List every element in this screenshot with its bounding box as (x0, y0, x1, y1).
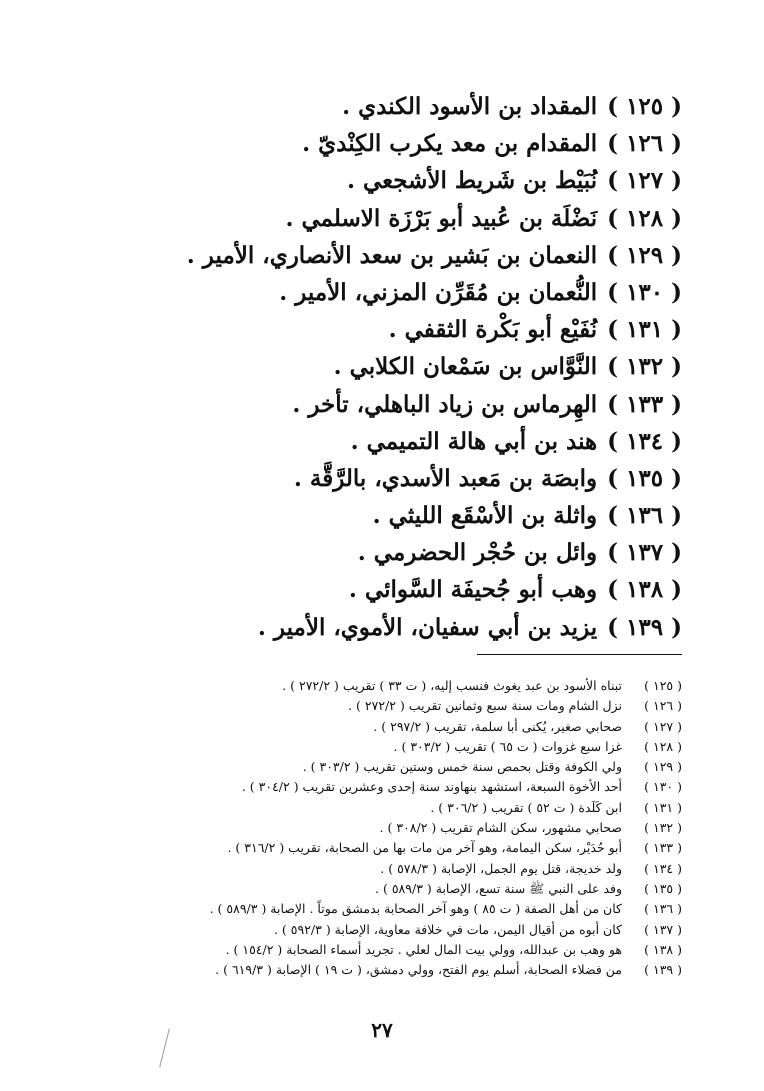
footnote-text: كان من أهل الصفة ( ت ٨٥ ) وهو آخر الصحابة بدمشق موتاً . الإصابة ( ٥٨٩/٣ ) . (209, 901, 622, 917)
footnote (82, 920, 682, 940)
footnote-number: ( ١٣٦ ) (644, 901, 682, 917)
footnote-number: ( ١٣٤ ) (644, 860, 682, 876)
footnote-number: ( ١٣٥ ) (644, 880, 682, 896)
footnote-text: أحد الأخوة السبعة، استشهد بنهاوند سنة إحدى وعشرين تقريب ( ٣٠٤/٢ ) . (241, 779, 622, 795)
footnote-number: ( ١٣٢ ) (644, 820, 682, 836)
footnote (82, 777, 682, 797)
footnote-text: كان أبوه من أقيال اليمن، مات في خلافة معاوية، الإصابة ( ٥٩٢/٣ ) . (273, 921, 622, 937)
list-item (82, 274, 682, 311)
footnotes-list (82, 676, 682, 980)
entry-number: ( ١٣٢ ) (607, 353, 682, 381)
footnote (82, 798, 682, 818)
entry-text: يزيد بن أبي سفيان، الأموي، الأمير . (257, 613, 598, 641)
entry-text: المقداد بن الأسود الكندي . (342, 93, 598, 120)
footnote-text: هو وهب بن عبدالله، وولي بيت المال لعلي . تجريد أسماء الصحابة ( ١٥٤/٢ ) . (225, 941, 622, 957)
entry-number: ( ١٣٠ ) (607, 278, 682, 306)
entry-text: نُفَيْع أبو بَكْرة الثقفي . (388, 316, 598, 344)
footnote-text: صحابي صغير، يُكنى أبا سلمة، تقريب ( ٢٩٧/٢ ) . (373, 718, 622, 734)
entry-number: ( ١٣٩ ) (607, 613, 682, 641)
list-item (82, 386, 682, 423)
footnote-divider (477, 654, 682, 655)
list-item (82, 423, 682, 460)
entry-number: ( ١٢٦ ) (607, 130, 682, 158)
footnote-text: وفد على النبي ﷺ سنة تسع، الإصابة ( ٥٨٩/٣ ) . (375, 880, 622, 896)
footnote (82, 696, 682, 716)
footnote-text: غزا سبع غزوات ( ت ٦٥ ) تقريب ( ٣٠٣/٢ ) . (393, 738, 622, 754)
footnote (82, 818, 682, 838)
footnote (82, 879, 682, 899)
companions-list (82, 88, 682, 646)
footnote-text: تبناه الأسود بن عبد يغوث فنسب إليه، ( ت ٣٣ ) تقريب ( ٢٧٢/٢ ) . (282, 678, 622, 693)
list-item (82, 88, 682, 125)
footnote (82, 960, 682, 980)
footnote-text: صحابي مشهور، سكن الشام تقريب ( ٣٠٨/٢ ) . (379, 820, 622, 836)
entry-text: النُّعمان بن مُقَرِّن المزني، الأمير . (279, 278, 598, 306)
entry-text: النَّوَّاس بن سَمْعان الكلابي . (333, 353, 598, 381)
entry-number: ( ١٣٣ ) (607, 390, 682, 418)
entry-text: نُبَيْط بن شَريط الأشجعي . (347, 167, 598, 195)
footnote (82, 717, 682, 737)
margin-mark (159, 1028, 170, 1067)
footnote-number: ( ١٢٥ ) (644, 678, 682, 693)
footnote (82, 737, 682, 757)
entry-number: ( ١٣٨ ) (607, 576, 682, 604)
footnote (82, 899, 682, 919)
entry-number: ( ١٣٧ ) (607, 539, 682, 567)
entry-text: واثلة بن الأسْقَع الليثي . (372, 502, 598, 530)
footnote-number: ( ١٣١ ) (644, 799, 682, 815)
entry-text: وابصَة بن مَعبد الأسدي، بالرَّقَّة . (293, 464, 598, 492)
entry-number: ( ١٢٥ ) (607, 93, 682, 120)
list-item (82, 125, 682, 162)
footnote-number: ( ١٢٩ ) (644, 759, 682, 775)
list-item (82, 348, 682, 385)
entry-number: ( ١٢٩ ) (607, 241, 682, 269)
page-number: ٢٧ (371, 1018, 393, 1042)
entry-number: ( ١٣٦ ) (607, 502, 682, 530)
footnote-number: ( ١٣٨ ) (644, 941, 682, 957)
footnote (82, 940, 682, 960)
footnote-text: أبو حُدَيْر، سكن اليمامة، وهو آخر من مات بها من الصحابة، تقريب ( ٣١٦/٢ ) . (227, 840, 622, 856)
footnote-number: ( ١٢٦ ) (644, 698, 682, 714)
list-item (82, 460, 682, 497)
entry-text: الهِرماس بن زياد الباهلي، تأخر . (292, 390, 598, 418)
entry-text: وائل بن حُجْر الحضرمي . (357, 539, 598, 567)
list-item (82, 534, 682, 571)
footnote-text: من فضلاء الصحابة، أسلم يوم الفتح، وولي دمشق، ( ت ١٩ ) الإصابة ( ٦١٩/٣ ) . (215, 962, 622, 978)
entry-number: ( ١٣١ ) (607, 316, 682, 344)
entry-number: ( ١٣٥ ) (607, 464, 682, 492)
entry-text: هند بن أبي هالة التميمي . (350, 427, 598, 455)
list-item (82, 571, 682, 608)
footnote-number: ( ١٢٧ ) (644, 718, 682, 734)
footnote-number: ( ١٢٨ ) (644, 738, 682, 754)
footnote (82, 838, 682, 858)
entry-number: ( ١٢٧ ) (607, 167, 682, 195)
entry-text: المقدام بن معد يكرب الكِنْديّ . (302, 130, 598, 158)
footnote (82, 757, 682, 777)
footnote (82, 676, 682, 696)
list-item (82, 609, 682, 646)
footnote-text: ولي الكوفة وقتل بحمص سنة خمس وستين تقريب ( ٣٠٣/٢ ) . (302, 759, 622, 775)
list-item (82, 497, 682, 534)
list-item (82, 237, 682, 274)
entry-text: نَضْلَة بن عُبيد أبو بَرْزَة الاسلمي . (285, 204, 598, 232)
list-item (82, 162, 682, 199)
footnote-text: ابن كَلَدة ( ت ٥٢ ) تقريب ( ٣٠٦/٢ ) . (430, 799, 622, 815)
footnote-number: ( ١٣٠ ) (644, 779, 682, 795)
footnote-number: ( ١٣٣ ) (644, 840, 682, 856)
list-item (82, 311, 682, 348)
footnote-text: نزل الشام ومات سنة سبع وثمانين تقريب ( ٢٧٢/٢ ) . (348, 698, 622, 714)
footnote (82, 859, 682, 879)
entry-number: ( ١٣٤ ) (607, 427, 682, 455)
entry-text: النعمان بن بَشير بن سعد الأنصاري، الأمير . (186, 241, 598, 269)
footnote-number: ( ١٣٧ ) (644, 921, 682, 937)
footnote-text: ولد خديجة، قتل يوم الجمل، الإصابة ( ٥٧٨/٣ ) . (380, 860, 622, 876)
entry-number: ( ١٢٨ ) (607, 204, 682, 232)
footnote-number: ( ١٣٩ ) (644, 962, 682, 978)
list-item (82, 200, 682, 237)
entry-text: وهب أبو جُحيفَة السَّوائي . (348, 576, 598, 604)
